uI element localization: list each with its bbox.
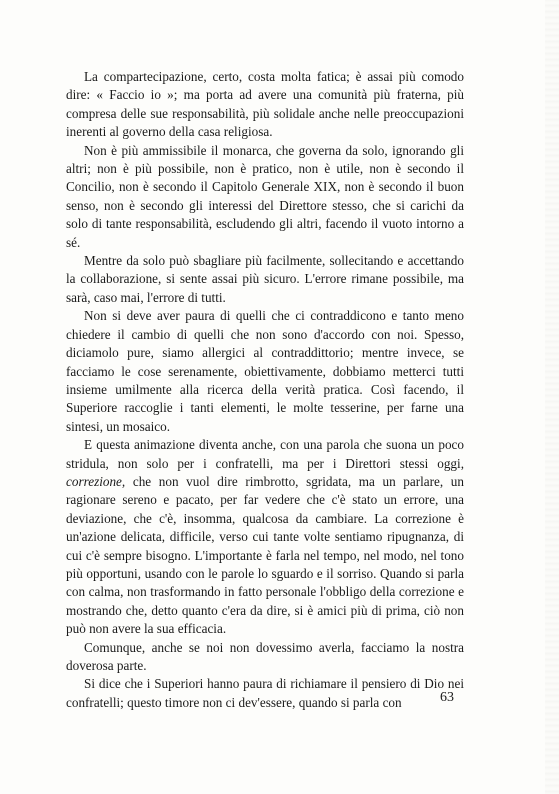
paragraph-5-start: E questa animazione diventa anche, con una parola che suona un poco stridula, non solo per i confratelli, ma per i Direttori stessi oggi, xyxy=(66,437,464,471)
paragraph-2: Non è più ammissibile il monarca, che governa da solo, ignorando gli altri; non è più possibile, non è pratico, non è utile, non è secondo il Concilio, non è secondo il Capitolo Generale XIX, non è secondo il buon senso, non è secondo gli interessi del Direttore stesso, che si carichi da solo di tante responsabilità, escludendo gli altri, facendo il vuoto intorno a sé. xyxy=(66,142,464,250)
paragraph-3: Mentre da solo può sbagliare più facilmente, sollecitando e accettando la collaborazione, si sente assai più sicuro. L'errore rimane possibile, ma sarà, caso mai, l'errore di tutti. xyxy=(66,253,464,305)
page-number: 63 xyxy=(440,690,454,705)
page-edge xyxy=(545,0,559,794)
paragraph-5-emphasis: correzione, xyxy=(66,473,126,489)
paragraph-7: Si dice che i Superiori hanno paura di richiamare il pensiero di Dio nei confratelli; questo timore non ci dev'essere, quando si parla con xyxy=(66,676,464,710)
paragraph-6: Comunque, anche se noi non dovessimo averla, facciamo la nostra doverosa parte. xyxy=(66,639,464,673)
paragraph-5-end: che non vuol dire rimbrotto, sgridata, ma un parlare, un ragionare sereno e pacato, per far vedere che c'è stato un errore, una deviazione, che c'è, insomma, qualcosa da cambiare. La correzione è un'azione delicata, difficile, verso cui tante volte sentiamo ripugnanza, di cui c'è sempre bisogno. L'importante è farla nel tempo, nel modo, nel tono più opportuni, usando con le parole lo sguardo e il sorriso. Quando si parla con calma, non trasformando in fatto personale l'obbligo della correzione e mostrando che, detto quanto c'era da dire, si è amici più di prima, ciò non può non avere la sua efficacia. xyxy=(66,473,464,637)
paragraph-1: La compartecipazione, certo, costa molta fatica; è assai più comodo dire: « Faccio io »; ma porta ad avere una comunità più fraterna, più compresa delle sue responsabilità, più solidale anche nelle preoccupazioni inerenti al governo della casa religiosa. xyxy=(66,69,464,140)
body-text xyxy=(66,68,464,712)
paragraph-5 xyxy=(66,436,464,638)
paragraph-4: Non si deve aver paura di quelli che ci contraddicono e tanto meno chiedere il cambio di quelli che non sono d'accordo con noi. Spesso, diciamolo pure, siamo allergici al contraddittorio; mentre invece, se facciamo le cose serenamente, obiettivamente, dobbiamo metterci tutti insieme umilmente alla ricerca della verità pratica. Così facendo, il Superiore raccoglie i tanti elementi, le molte tesserine, per farne una sintesi, un mosaico. xyxy=(66,308,464,434)
